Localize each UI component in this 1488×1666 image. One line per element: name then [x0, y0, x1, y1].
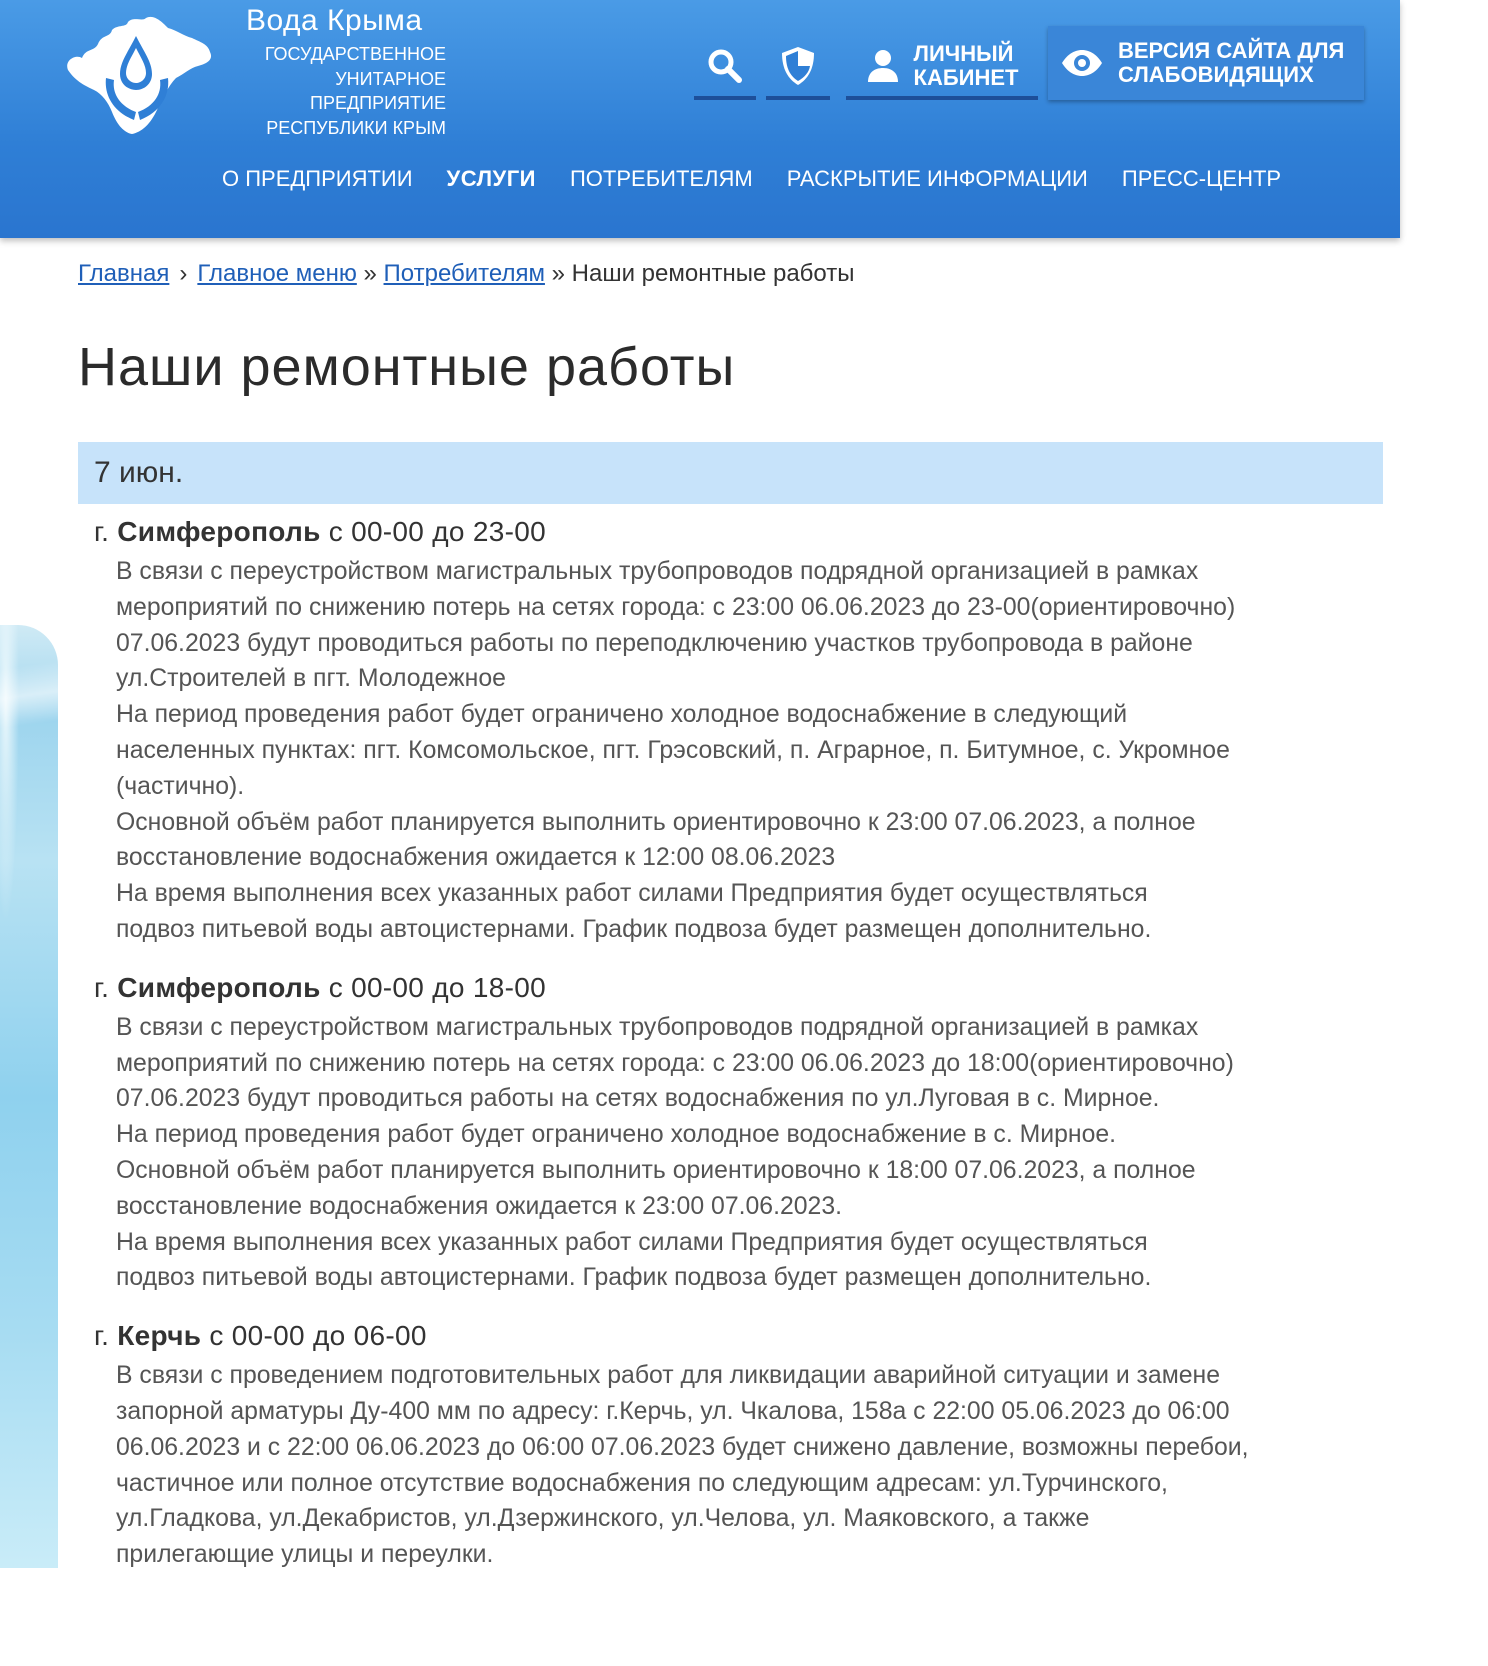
- entry-prefix: г.: [94, 516, 110, 547]
- entry-city: Симферополь: [117, 516, 321, 547]
- logo-crimea-icon[interactable]: [58, 8, 218, 138]
- nav-item-disclosure[interactable]: РАСКРЫТИЕ ИНФОРМАЦИИ: [786, 166, 1088, 191]
- search-icon: [707, 48, 743, 84]
- entry-line: 06.06.2023 и с 22:00 06.06.2023 до 06:00 07.06.2023 будет снижено давление, возможны перебои,: [116, 1433, 1249, 1461]
- cabinet-label: ЛИЧНЫЙ КАБИНЕТ: [913, 41, 1019, 90]
- security-button[interactable]: [766, 36, 830, 100]
- entry-description: [116, 1010, 1394, 1296]
- entry-line: мероприятий по снижению потерь на сетях города: с 23:00 06.06.2023 до 23-00(ориентировочно): [116, 593, 1236, 621]
- repair-entry: [94, 510, 1394, 948]
- entry-city: Симферополь: [117, 971, 321, 1003]
- date-label: 7 июн.: [94, 456, 184, 489]
- user-icon: [866, 48, 900, 84]
- personal-cabinet-button[interactable]: [846, 36, 1038, 100]
- entry-prefix: г.: [94, 1320, 110, 1352]
- brand-subtitle: ГОСУДАРСТВЕННОЕ УНИТАРНОЕ ПРЕДПРИЯТИЕ РЕСПУБЛИКИ КРЫМ: [264, 44, 446, 138]
- breadcrumb-link-main-menu[interactable]: Главное меню: [197, 260, 357, 287]
- entry-line: ул.Строителей в пгт. Молодежное: [116, 665, 506, 693]
- entry-line: запорной арматуры Ду-400 мм по адресу: г.Керчь, ул. Чкалова, 158а с 22:00 05.06.2023 до 06:00: [116, 1397, 1230, 1425]
- entry-line: (частично).: [116, 772, 245, 800]
- entry-description: [116, 1358, 1394, 1573]
- entry-line: В связи с проведением подготовительных работ для ликвидации аварийной ситуации и замене: [116, 1362, 1221, 1390]
- water-decoration: [0, 625, 58, 1568]
- entry-city: Керчь: [117, 1320, 202, 1352]
- shield-icon: [780, 45, 816, 87]
- entry-line: частичное или полное отсутствие водоснабжения по следующим адресам: ул.Турчинского,: [116, 1469, 1168, 1497]
- repair-entry: [94, 966, 1394, 1296]
- main-nav: [222, 166, 1315, 192]
- search-button[interactable]: [694, 36, 756, 100]
- entry-line: На время выполнения всех указанных работ силами Предприятия будет осуществляться: [116, 1228, 1148, 1256]
- entry-line: 07.06.2023 будут проводиться работы по переподключению участков трубопровода в районе: [116, 629, 1193, 657]
- breadcrumb: [78, 260, 854, 288]
- entry-line: ул.Гладкова, ул.Декабристов, ул.Дзержинского, ул.Челова, ул. Маяковского, а также: [116, 1505, 1090, 1533]
- entry-line: 07.06.2023 будут проводиться работы на сетях водоснабжения по ул.Луговая в с. Мирное.: [116, 1085, 1160, 1113]
- entry-line: восстановление водоснабжения ожидается к 23:00 07.06.2023.: [116, 1192, 843, 1220]
- entry-line: подвоз питьевой воды автоцистернами. График подвоза будет размещен дополнительно.: [116, 915, 1152, 943]
- entry-heading: [94, 1314, 1394, 1358]
- entry-heading: [94, 966, 1394, 1010]
- entry-line: На период проведения работ будет ограничено холодное водоснабжение в следующий: [116, 701, 1128, 729]
- page-title: Наши ремонтные работы: [78, 337, 736, 397]
- entry-time: с 00-00 до 23-00: [328, 516, 546, 547]
- entry-line: прилегающие улицы и переулки.: [116, 1541, 494, 1569]
- site-header: [0, 0, 1400, 238]
- chevron-right-icon: ›: [179, 260, 188, 287]
- date-header: [78, 442, 1383, 504]
- repair-works-list: [94, 510, 1394, 1591]
- entry-heading: [94, 510, 1394, 554]
- entry-line: восстановление водоснабжения ожидается к 12:00 08.06.2023: [116, 844, 836, 872]
- entry-line: На время выполнения всех указанных работ силами Предприятия будет осуществляться: [116, 880, 1148, 908]
- breadcrumb-current: Наши ремонтные работы: [571, 260, 855, 287]
- brand-title[interactable]: Вода Крыма: [246, 4, 423, 37]
- breadcrumb-link-consumers[interactable]: Потребителям: [383, 260, 545, 287]
- breadcrumb-separator: »: [551, 260, 565, 287]
- entry-description: [116, 554, 1394, 948]
- entry-line: населенных пунктах: пгт. Комсомольское, пгт. Грэсовский, п. Аграрное, п. Битумное, с. Укромное: [116, 736, 1230, 764]
- entry-time: с 00-00 до 06-00: [209, 1320, 427, 1352]
- nav-item-services[interactable]: УСЛУГИ: [446, 166, 536, 191]
- entry-line: мероприятий по снижению потерь на сетях города: с 23:00 06.06.2023 до 18:00(ориентировочно): [116, 1049, 1234, 1077]
- entry-time: с 00-00 до 18-00: [328, 971, 546, 1003]
- entry-prefix: г.: [94, 971, 110, 1003]
- entry-line: Основной объём работ планируется выполнить ориентировочно к 18:00 07.06.2023, а полное: [116, 1156, 1196, 1184]
- nav-item-consumers[interactable]: ПОТРЕБИТЕЛЯМ: [569, 166, 753, 191]
- breadcrumb-link-home[interactable]: Главная: [78, 260, 170, 287]
- nav-item-about[interactable]: О ПРЕДПРИЯТИИ: [222, 166, 413, 191]
- breadcrumb-separator: »: [363, 260, 377, 287]
- entry-line: На период проведения работ будет ограничено холодное водоснабжение в с. Мирное.: [116, 1121, 1117, 1149]
- entry-line: В связи с переустройством магистральных трубопроводов подрядной организацией в рамках: [116, 1013, 1199, 1041]
- accessibility-label: ВЕРСИЯ САЙТА ДЛЯ СЛАБОВИДЯЩИХ: [1118, 38, 1345, 87]
- entry-line: В связи с переустройством магистральных трубопроводов подрядной организацией в рамках: [116, 558, 1199, 585]
- entry-line: Основной объём работ планируется выполнить ориентировочно к 23:00 07.06.2023, а полное: [116, 808, 1196, 836]
- eye-icon: [1060, 48, 1104, 78]
- repair-entry: [94, 1314, 1394, 1573]
- accessibility-version-button[interactable]: [1048, 26, 1364, 100]
- entry-line: подвоз питьевой воды автоцистернами. График подвоза будет размещен дополнительно.: [116, 1264, 1152, 1292]
- nav-item-press-center[interactable]: ПРЕСС-ЦЕНТР: [1121, 166, 1282, 191]
